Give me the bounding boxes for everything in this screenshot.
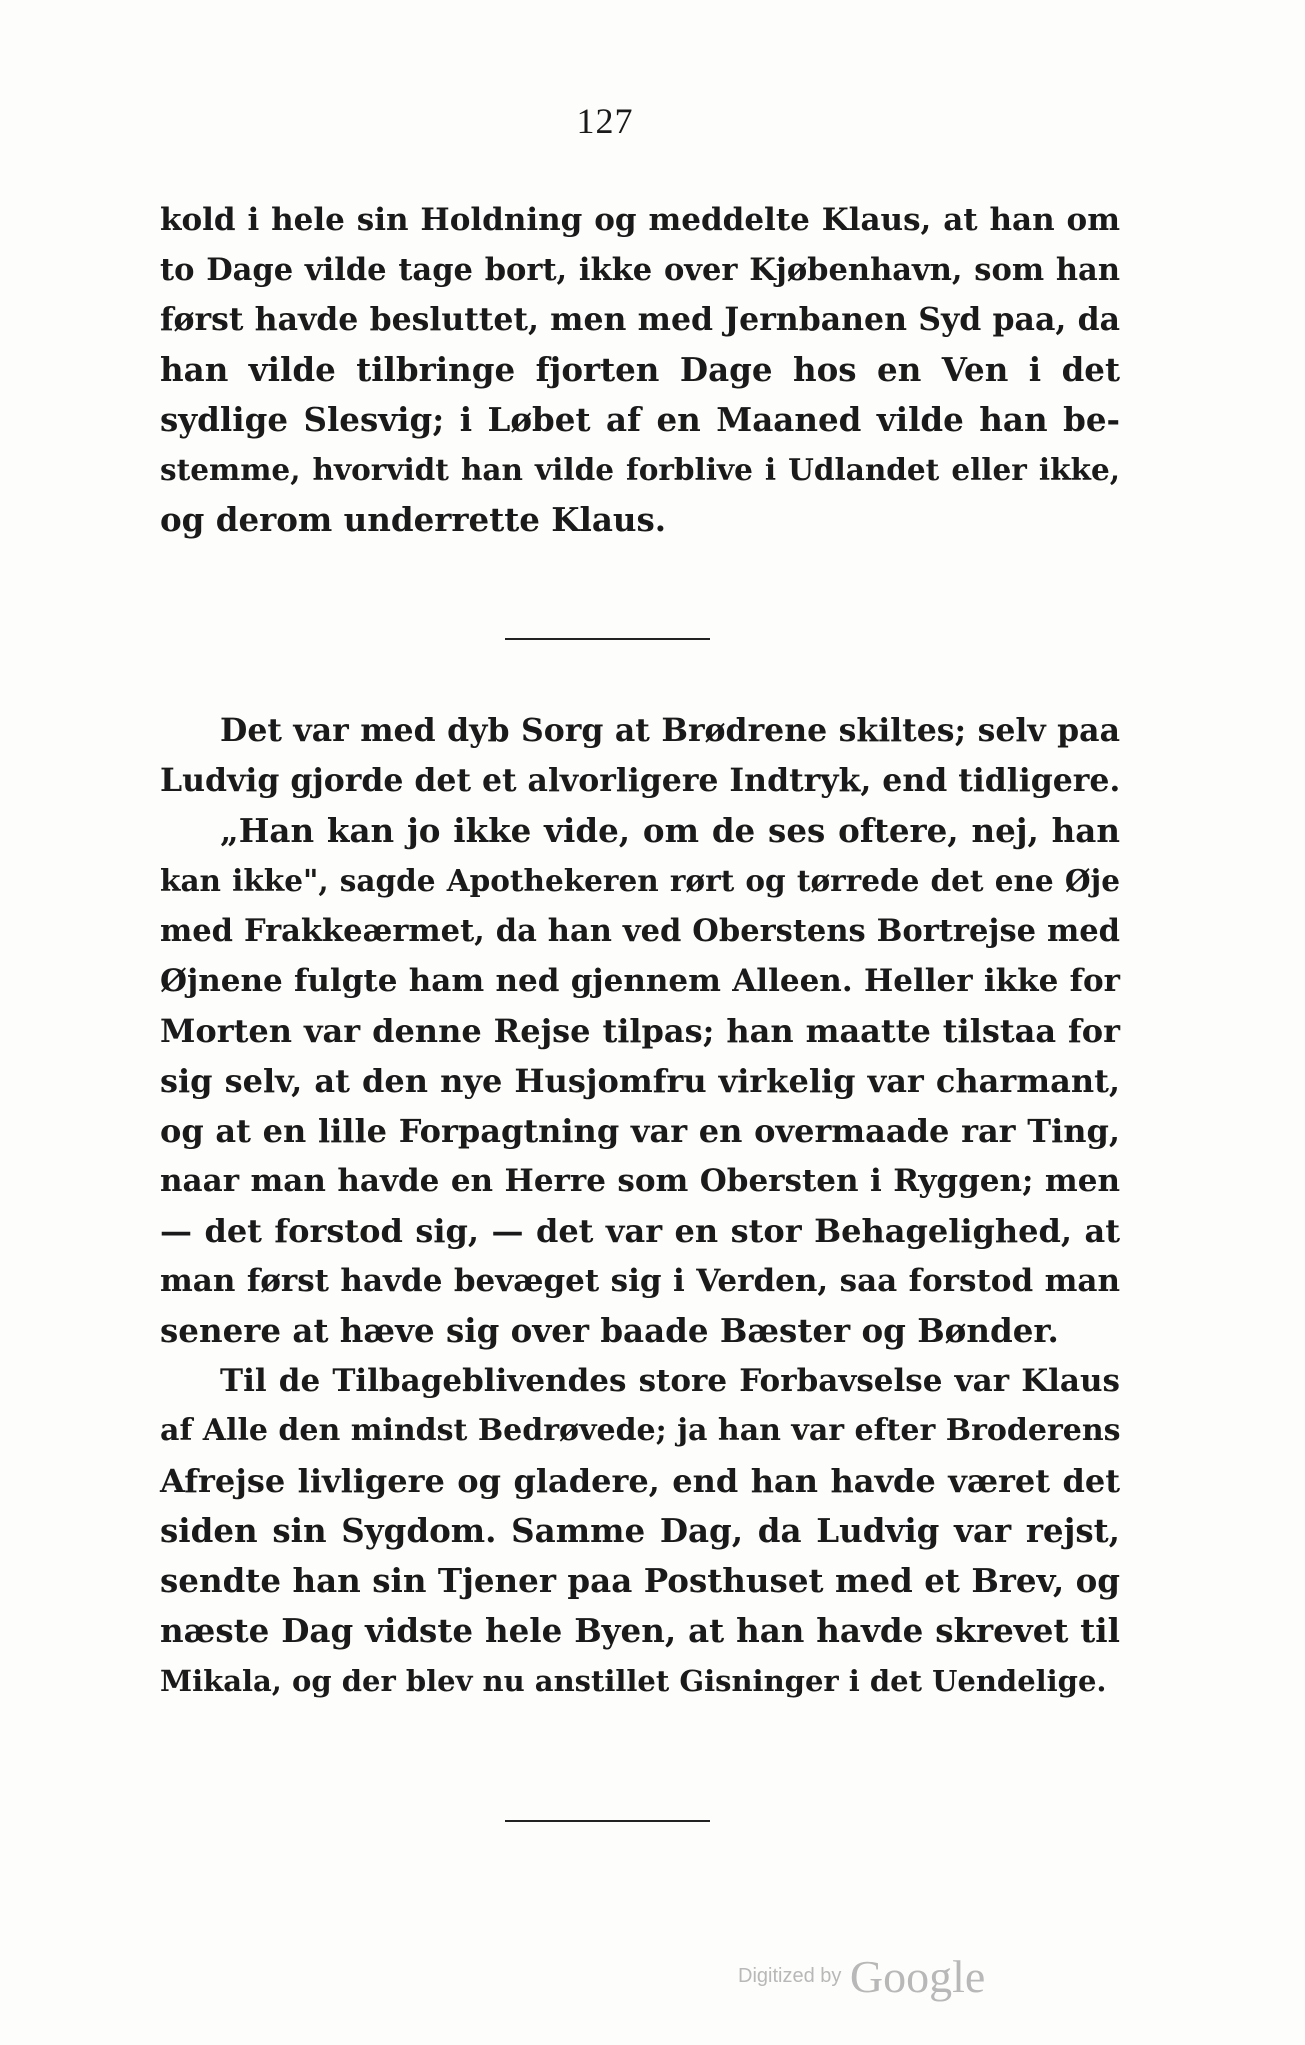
text-line: Morten var denne Rejse tilpas; han maatte tilstaa for <box>160 1012 1120 1050</box>
text-line: først havde besluttet, men med Jernbanen Syd paa, da <box>160 301 1120 338</box>
text-line: Afrejse livligere og gladere, end han havde været det <box>160 1462 1120 1500</box>
text-line: han vilde tilbringe fjorten Dage hos en Ven i det <box>160 350 1120 389</box>
text-line: man først havde bevæget sig i Verden, saa forstod man <box>160 1263 1120 1299</box>
text-line: med Frakkeærmet, da han ved Oberstens Bortrejse med <box>160 913 1120 949</box>
text-line: — det forstod sig, — det var en stor Behagelighed, at <box>160 1212 1120 1250</box>
text-line: sig selv, at den nye Husjomfru virkelig var charmant, <box>160 1062 1120 1100</box>
digitized-by-google-watermark <box>738 1950 985 2003</box>
text-line: kold i hele sin Holdning og meddelte Klaus, at han om <box>160 202 1120 238</box>
text-line: senere at hæve sig over baade Bæster og Bønder. <box>160 1311 1059 1350</box>
text-line: næste Dag vidste hele Byen, at han havde skrevet til <box>160 1611 1120 1650</box>
paragraph-block-2 <box>160 706 1120 1706</box>
text-line: Mikala, og der blev nu anstillet Gisninger i det Uendelige. <box>160 1664 1107 1698</box>
text-line: Øjnene fulgte ham ned gjennem Alleen. Heller ikke for <box>160 963 1120 999</box>
text-line: af Alle den mindst Bedrøvede; ja han var efter Broderens <box>160 1413 1121 1448</box>
text-line: „Han kan jo ikke vide, om de ses oftere, nej, han <box>220 811 1120 850</box>
text-line: siden sin Sygdom. Samme Dag, da Ludvig var rejst, <box>160 1511 1120 1550</box>
section-divider <box>505 1820 710 1822</box>
text-line: sendte han sin Tjener paa Posthuset med et Brev, og <box>160 1561 1120 1600</box>
text-line: sydlige Slesvig; i Løbet af en Maaned vilde han be- <box>160 400 1120 439</box>
text-line: Det var med dyb Sorg at Brødrene skiltes; selv paa <box>220 712 1120 749</box>
text-line: og derom underrette Klaus. <box>160 500 667 539</box>
text-line: naar man havde en Herre som Obersten i Ryggen; men <box>160 1163 1120 1199</box>
page-number: 127 <box>576 101 634 141</box>
text-line: kan ikke", sagde Apothekeren rørt og tørrede det ene Øje <box>160 863 1120 898</box>
text-line: to Dage vilde tage bort, ikke over Kjøbenhavn, som han <box>160 252 1120 288</box>
text-line: og at en lille Forpagtning var en overmaade rar Ting, <box>160 1112 1120 1150</box>
text-line: Til de Tilbageblivendes store Forbavselse var Klaus <box>220 1363 1120 1399</box>
watermark-prefix: Digitized by <box>738 1965 842 1987</box>
text-line: stemme, hvorvidt han vilde forblive i Udlandet eller ikke, <box>160 452 1120 487</box>
google-logo: Google <box>849 1951 986 2002</box>
paragraph-block-1 <box>160 195 1120 545</box>
section-divider <box>505 638 710 640</box>
text-line: Ludvig gjorde det et alvorligere Indtryk, end tidligere. <box>160 762 1121 799</box>
